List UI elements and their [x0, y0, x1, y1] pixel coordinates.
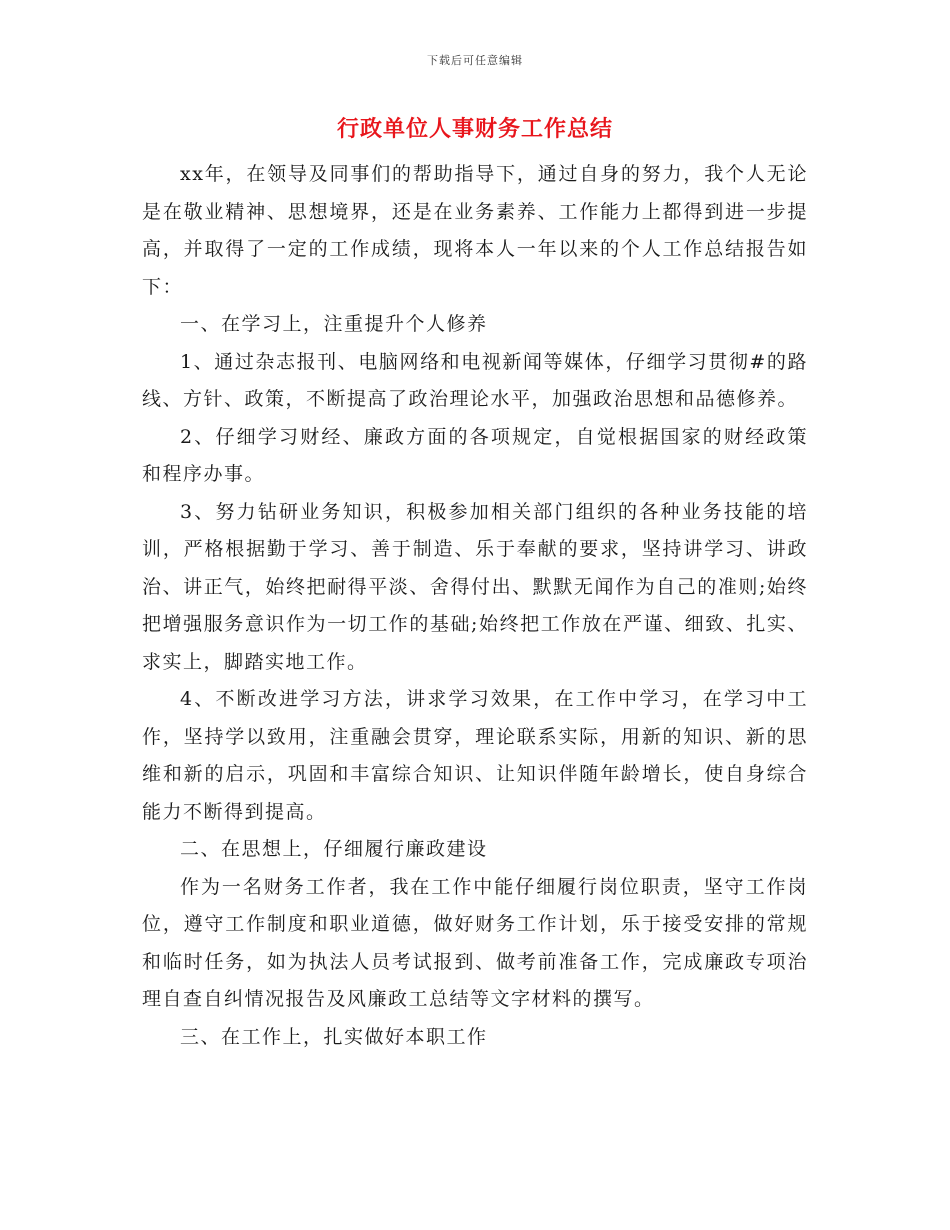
paragraph-study-3: 3、努力钻研业务知识，积极参加相关部门组织的各种业务技能的培训，严格根据勤于学习、善于制造、乐于奉献的要求，坚持讲学习、讲政治、讲正气，始终把耐得平淡、舍得付出、默默无闻作为自己的准则;始终把增强服务意识作为一切工作的基础;始终把工作放在严谨、细致、扎实、求实上，脚踏实地工作。 — [142, 500, 808, 673]
paragraph-study-1: 1、通过杂志报刊、电脑网络和电视新闻等媒体，仔细学习贯彻#的路线、方针、政策，不断提高了政治理论水平，加强政治思想和品德修养。 — [142, 350, 808, 410]
page-header-note: 下载后可任意编辑 — [427, 54, 523, 67]
paragraph-intro: xx年，在领导及同事们的帮助指导下，通过自身的努力，我个人无论是在敬业精神、思想境界，还是在业务素养、工作能力上都得到进一步提高，并取得了一定的工作成绩，现将本人一年以来的个人工作总结报告如下： — [142, 163, 808, 298]
document-body — [142, 156, 808, 1056]
document-title: 行政单位人事财务工作总结 — [336, 116, 613, 142]
section-heading-study: 一、在学习上，注重提升个人修养 — [180, 313, 488, 335]
section-heading-work: 三、在工作上，扎实做好本职工作 — [180, 1025, 488, 1048]
paragraph-study-2: 2、仔细学习财经、廉政方面的各项规定，自觉根据国家的财经政策和程序办事。 — [142, 425, 808, 485]
paragraph-thought: 作为一名财务工作者，我在工作中能仔细履行岗位职责，坚守工作岗位，遵守工作制度和职业道德，做好财务工作计划，乐于接受安排的常规和临时任务，如为执法人员考试报到、做考前准备工作，完成廉政专项治理自查自纠情况报告及风廉政工总结等文字材料的撰写。 — [142, 875, 808, 1010]
section-heading-thought: 二、在思想上，仔细履行廉政建设 — [180, 838, 488, 860]
paragraph-study-4: 4、不断改进学习方法，讲求学习效果，在工作中学习，在学习中工作，坚持学以致用，注重融会贯穿，理论联系实际，用新的知识、新的思维和新的启示，巩固和丰富综合知识、让知识伴随年龄增长，使自身综合能力不断得到提高。 — [142, 688, 808, 823]
